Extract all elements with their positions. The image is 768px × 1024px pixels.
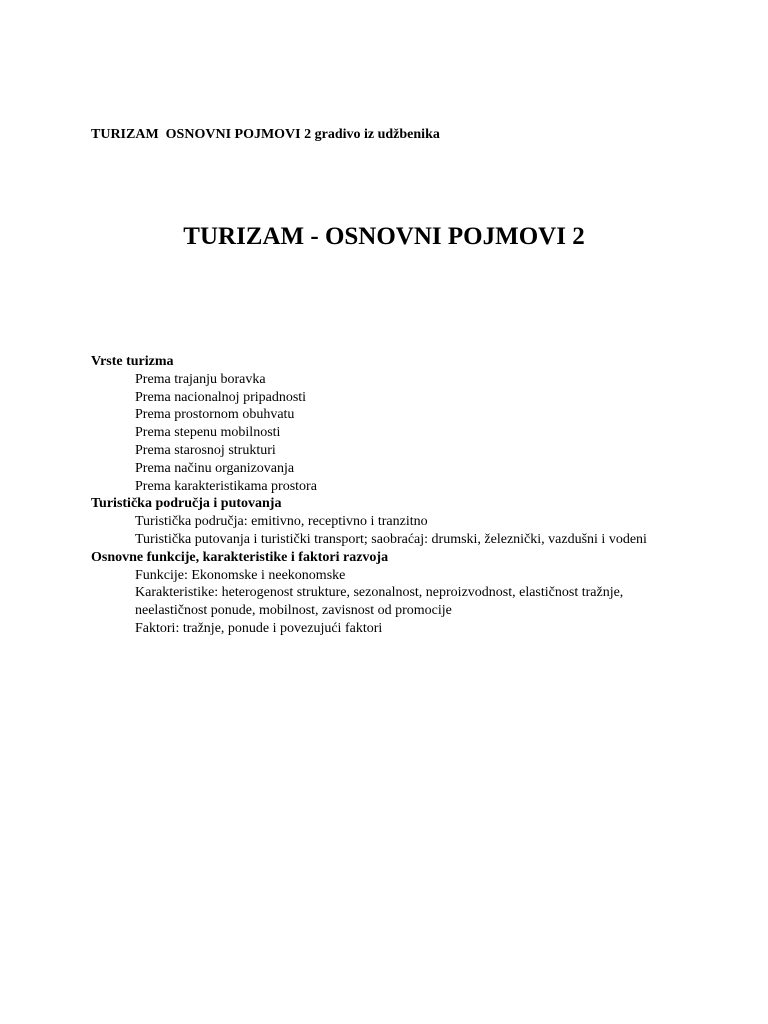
list-item: Funkcije: Ekonomske i neekonomske (135, 567, 346, 583)
document-header-line: TURIZAM OSNOVNI POJMOVI 2 gradivo iz udžbenika (91, 127, 440, 142)
section-items (91, 371, 691, 496)
list-item: Prema starosnoj strukturi (135, 442, 276, 458)
section-heading: Vrste turizma (91, 354, 174, 369)
section-osnovne-funkcije (91, 549, 691, 638)
list-item: Prema stepenu mobilnosti (135, 425, 281, 441)
document-title: TURIZAM - OSNOVNI POJMOVI 2 (183, 223, 585, 250)
list-item: Prema trajanju boravka (135, 371, 266, 387)
list-item: Karakteristike: heterogenost strukture, sezonalnost, neproizvodnost, elastičnost tražnje, neelastičnost ponude, mobilnost, zavisnost od promocije (135, 585, 624, 619)
section-turisticka-podrucja (91, 495, 691, 548)
section-heading: Turistička područja i putovanja (91, 496, 282, 512)
topic-outline (91, 353, 691, 638)
list-item: Prema prostornom obuhvatu (135, 407, 295, 423)
section-items (91, 513, 691, 549)
list-item: Prema karakteristikama prostora (135, 478, 317, 494)
list-item: Prema nacionalnoj pripadnosti (135, 389, 307, 405)
section-items (91, 567, 691, 638)
list-item: Turistička područja: emitivno, receptivno i tranzitno (135, 514, 428, 530)
list-item: Prema načinu organizovanja (135, 460, 295, 476)
list-item: Faktori: tražnje, ponude i povezujući faktori (135, 620, 383, 636)
section-vrste-turizma (91, 353, 691, 495)
section-heading: Osnovne funkcije, karakteristike i faktori razvoja (91, 549, 389, 565)
list-item: Turistička putovanja i turistički transport; saobraćaj: drumski, železnički, vazdušni i vodeni (135, 531, 647, 547)
